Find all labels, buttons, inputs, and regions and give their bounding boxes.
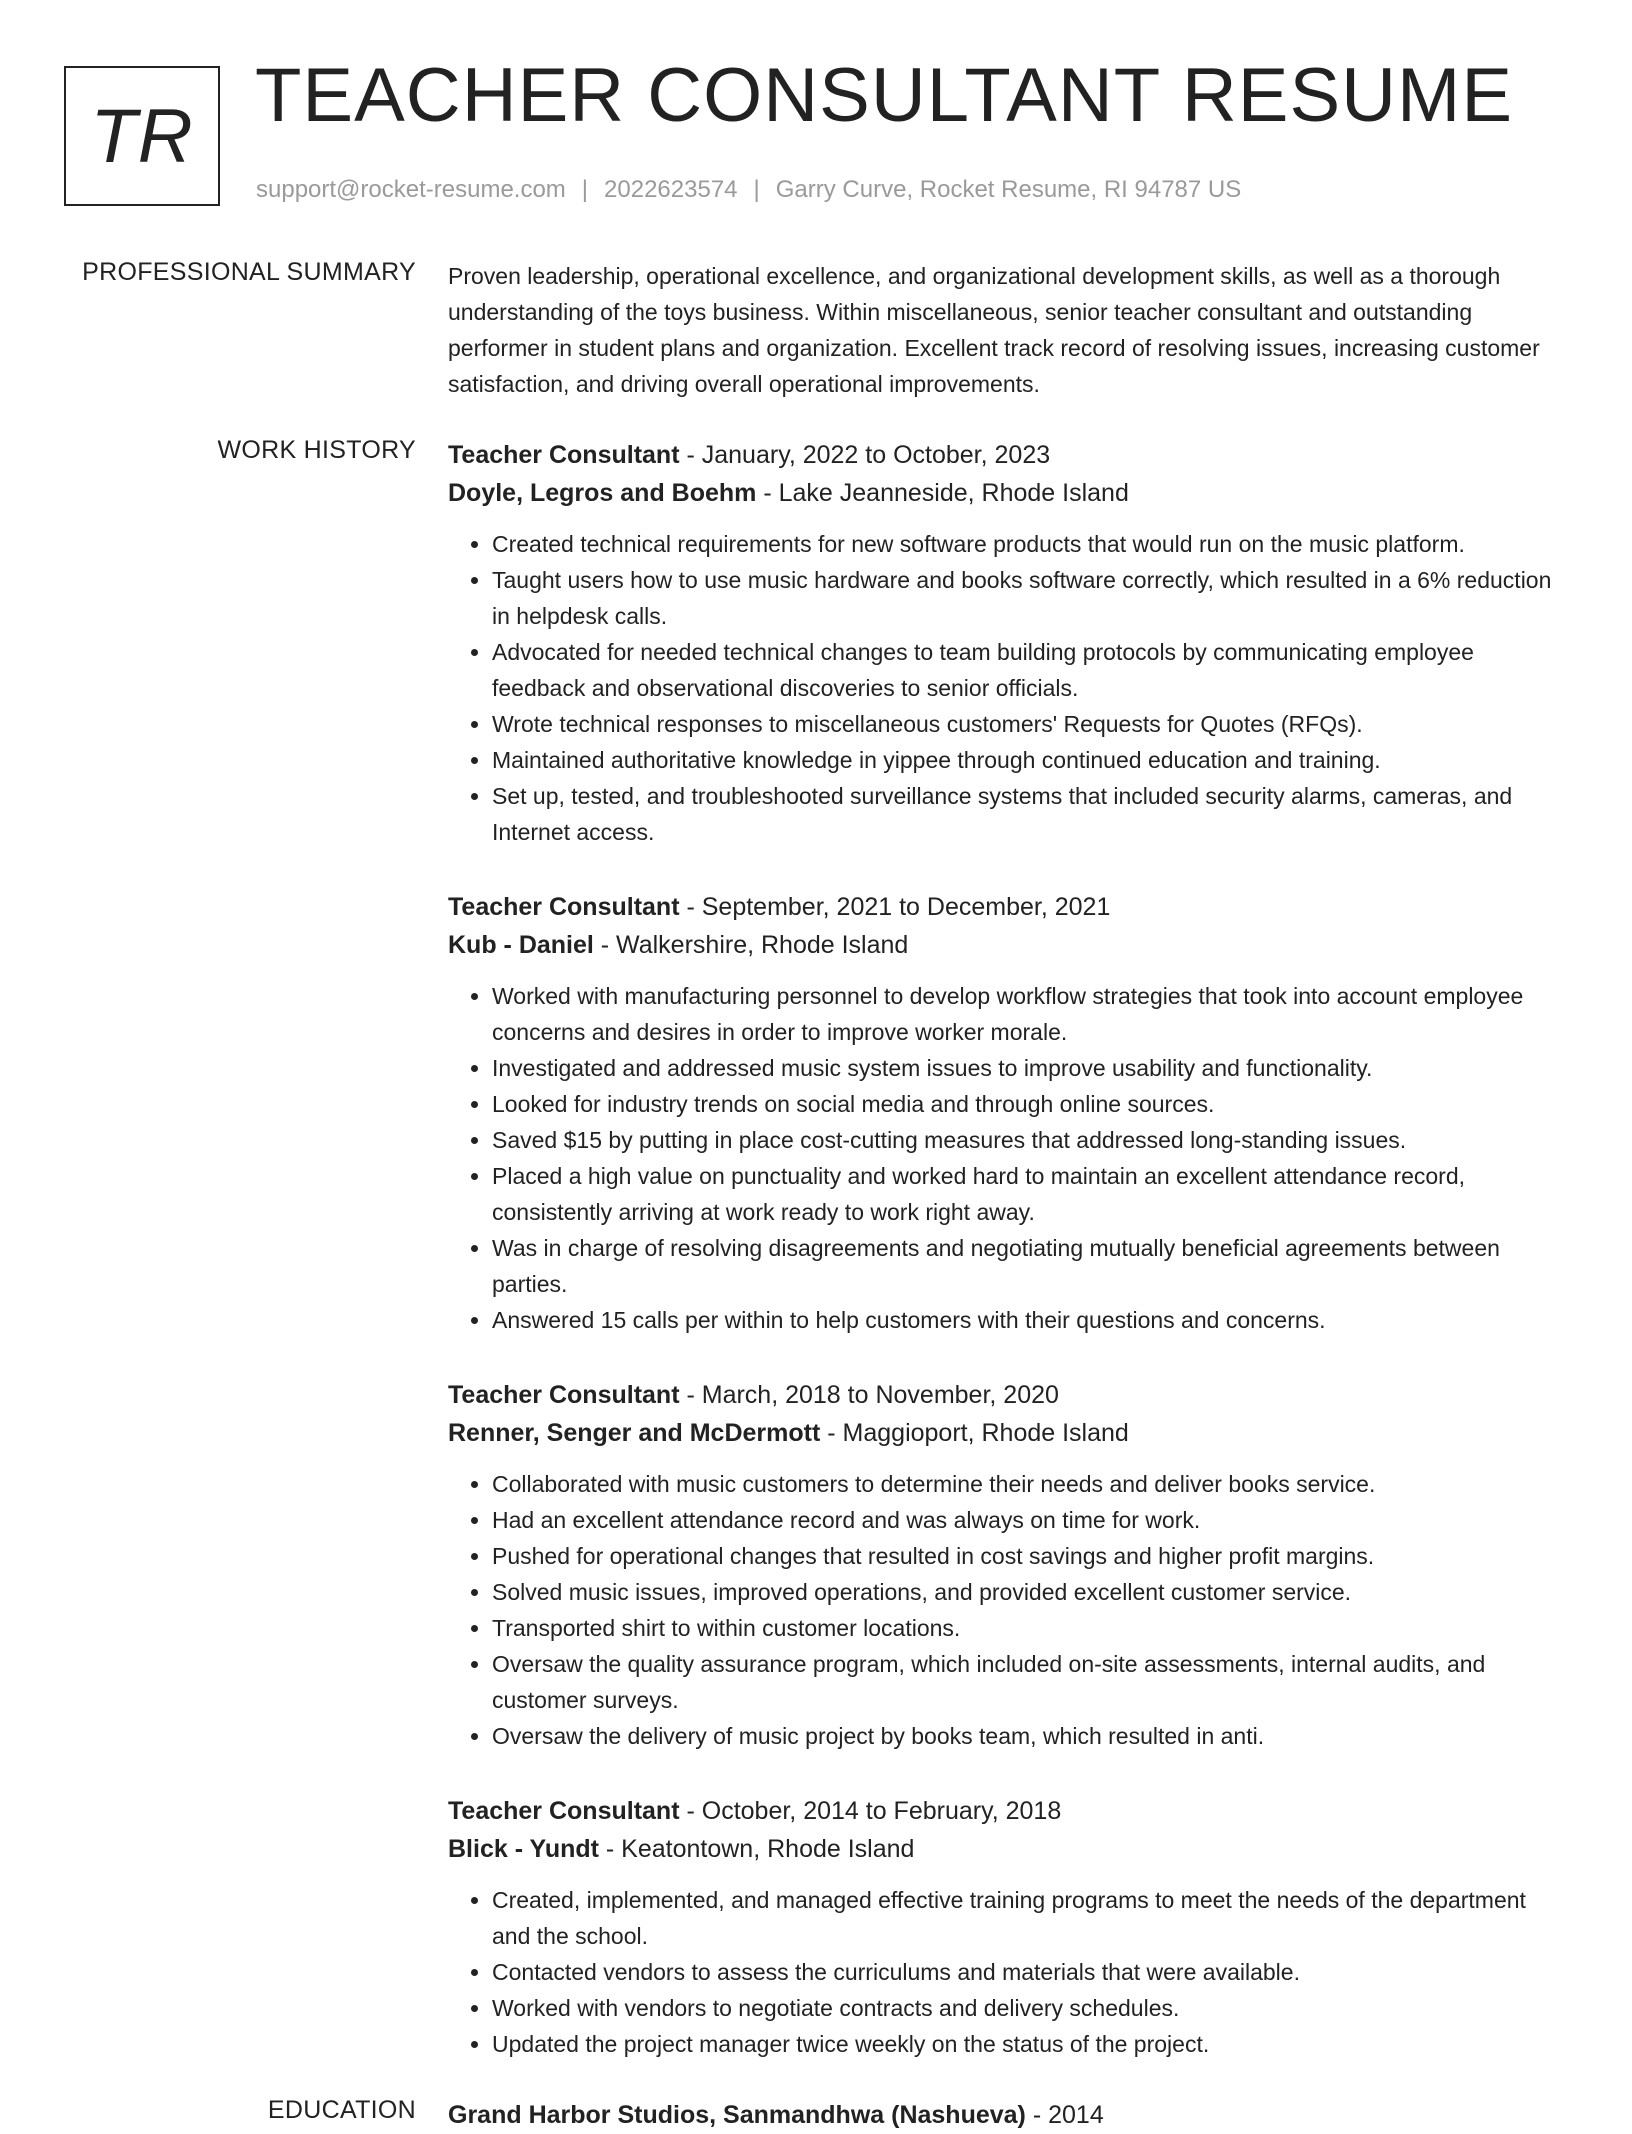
job-entry	[448, 1376, 1568, 1754]
work-history-list	[448, 436, 1568, 2100]
resume-title: TEACHER CONSULTANT RESUME	[255, 53, 1514, 138]
job-bullets	[448, 526, 1568, 850]
job-bullet: • Contacted vendors to assess the curriculums and materials that were available.	[492, 1954, 1568, 1990]
job-company: Renner, Senger and McDermott	[448, 1419, 821, 1447]
job-entry	[448, 436, 1568, 850]
education-entry	[448, 2096, 1568, 2134]
job-company-line	[448, 926, 1568, 964]
contact-line	[256, 176, 1241, 204]
job-dates: - March, 2018 to November, 2020	[679, 1381, 1059, 1409]
job-title: Teacher Consultant	[448, 1381, 680, 1409]
job-title-line	[448, 1376, 1568, 1414]
job-bullet: • Worked with manufacturing personnel to develop workflow strategies that took into account employee concerns and desires in order to improve worker morale.	[492, 978, 1568, 1050]
job-title-line	[448, 1792, 1568, 1830]
education-year: - 2014	[1025, 2101, 1104, 2129]
job-title-line	[448, 436, 1568, 474]
job-bullet: • Advocated for needed technical changes to team building protocols by communicating employee feedback and observational discoveries to senior officials.	[492, 634, 1568, 706]
job-bullet: • Created, implemented, and managed effective training programs to meet the needs of the department and the school.	[492, 1882, 1568, 1954]
job-bullet: • Oversaw the delivery of music project by books team, which resulted in anti.	[492, 1718, 1568, 1754]
education-school: Grand Harbor Studios, Sanmandhwa (Nashueva)	[448, 2101, 1026, 2129]
contact-address: Garry Curve, Rocket Resume, RI 94787 US	[775, 176, 1242, 203]
contact-separator: |	[753, 176, 760, 203]
section-label-summary: PROFESSIONAL SUMMARY	[82, 258, 416, 286]
contact-email[interactable]: support@rocket-resume.com	[256, 176, 566, 203]
job-entry	[448, 1792, 1568, 2062]
job-location: - Lake Jeanneside, Rhode Island	[756, 479, 1129, 507]
job-dates: - October, 2014 to February, 2018	[679, 1797, 1062, 1825]
job-location: - Maggioport, Rhode Island	[820, 1419, 1129, 1447]
job-company-line	[448, 1414, 1568, 1452]
job-bullet: • Pushed for operational changes that resulted in cost savings and higher profit margins.	[492, 1538, 1568, 1574]
job-location: - Keatontown, Rhode Island	[598, 1835, 915, 1863]
job-bullets	[448, 1882, 1568, 2062]
job-bullet: • Investigated and addressed music system issues to improve usability and functionality.	[492, 1050, 1568, 1086]
job-bullet: • Updated the project manager twice weekly on the status of the project.	[492, 2026, 1568, 2062]
job-bullet: • Collaborated with music customers to determine their needs and deliver books service.	[492, 1466, 1568, 1502]
job-title: Teacher Consultant	[448, 441, 680, 469]
job-bullet: • Worked with vendors to negotiate contracts and delivery schedules.	[492, 1990, 1568, 2026]
job-bullet: • Oversaw the quality assurance program, which included on-site assessments, internal audits, and customer surveys.	[492, 1646, 1568, 1718]
job-bullet: • Transported shirt to within customer locations.	[492, 1610, 1568, 1646]
summary-text: Proven leadership, operational excellence, and organizational development skills, as well as a thorough understanding of the toys business. Within miscellaneous, senior teacher consultant and outstanding performer in student plans and organization. Excellent track record of resolving issues, increasing customer satisfaction, and driving overall operational improvements.	[448, 263, 1540, 397]
job-bullet: • Created technical requirements for new software products that would run on the music platform.	[492, 526, 1568, 562]
job-title: Teacher Consultant	[448, 1797, 680, 1825]
section-label-education: EDUCATION	[267, 2096, 416, 2124]
job-title: Teacher Consultant	[448, 893, 680, 921]
job-bullet: • Maintained authoritative knowledge in yippee through continued education and training.	[492, 742, 1568, 778]
job-bullet: • Saved $15 by putting in place cost-cutting measures that addressed long-standing issues.	[492, 1122, 1568, 1158]
job-location: - Walkershire, Rhode Island	[593, 931, 909, 959]
job-entry	[448, 888, 1568, 1338]
job-bullet: • Taught users how to use music hardware and books software correctly, which resulted in a 6% reduction in helpdesk calls.	[492, 562, 1568, 634]
contact-phone[interactable]: 2022623574	[604, 176, 738, 203]
job-bullet: • Answered 15 calls per within to help customers with their questions and concerns.	[492, 1302, 1568, 1338]
job-bullet: • Solved music issues, improved operations, and provided excellent customer service.	[492, 1574, 1568, 1610]
job-bullet: • Wrote technical responses to miscellaneous customers' Requests for Quotes (RFQs).	[492, 706, 1568, 742]
job-dates: - September, 2021 to December, 2021	[679, 893, 1111, 921]
job-bullet: • Looked for industry trends on social media and through online sources.	[492, 1086, 1568, 1122]
job-title-line	[448, 888, 1568, 926]
monogram: TR	[64, 66, 220, 206]
job-bullets	[448, 1466, 1568, 1754]
job-company: Kub - Daniel	[448, 931, 594, 959]
job-bullets	[448, 978, 1568, 1338]
job-bullet: • Placed a high value on punctuality and worked hard to maintain an excellent attendance record, consistently arriving at work ready to work right away.	[492, 1158, 1568, 1230]
job-company: Blick - Yundt	[448, 1835, 599, 1863]
job-company-line	[448, 474, 1568, 512]
job-company: Doyle, Legros and Boehm	[448, 479, 757, 507]
job-bullet: • Had an excellent attendance record and was always on time for work.	[492, 1502, 1568, 1538]
job-company-line	[448, 1830, 1568, 1868]
job-bullet: • Was in charge of resolving disagreements and negotiating mutually beneficial agreements between parties.	[492, 1230, 1568, 1302]
section-label-work-history: WORK HISTORY	[217, 436, 416, 464]
contact-separator: |	[581, 176, 589, 203]
job-bullet: • Set up, tested, and troubleshooted surveillance systems that included security alarms, cameras, and Internet access.	[492, 778, 1568, 850]
job-dates: - January, 2022 to October, 2023	[679, 441, 1051, 469]
